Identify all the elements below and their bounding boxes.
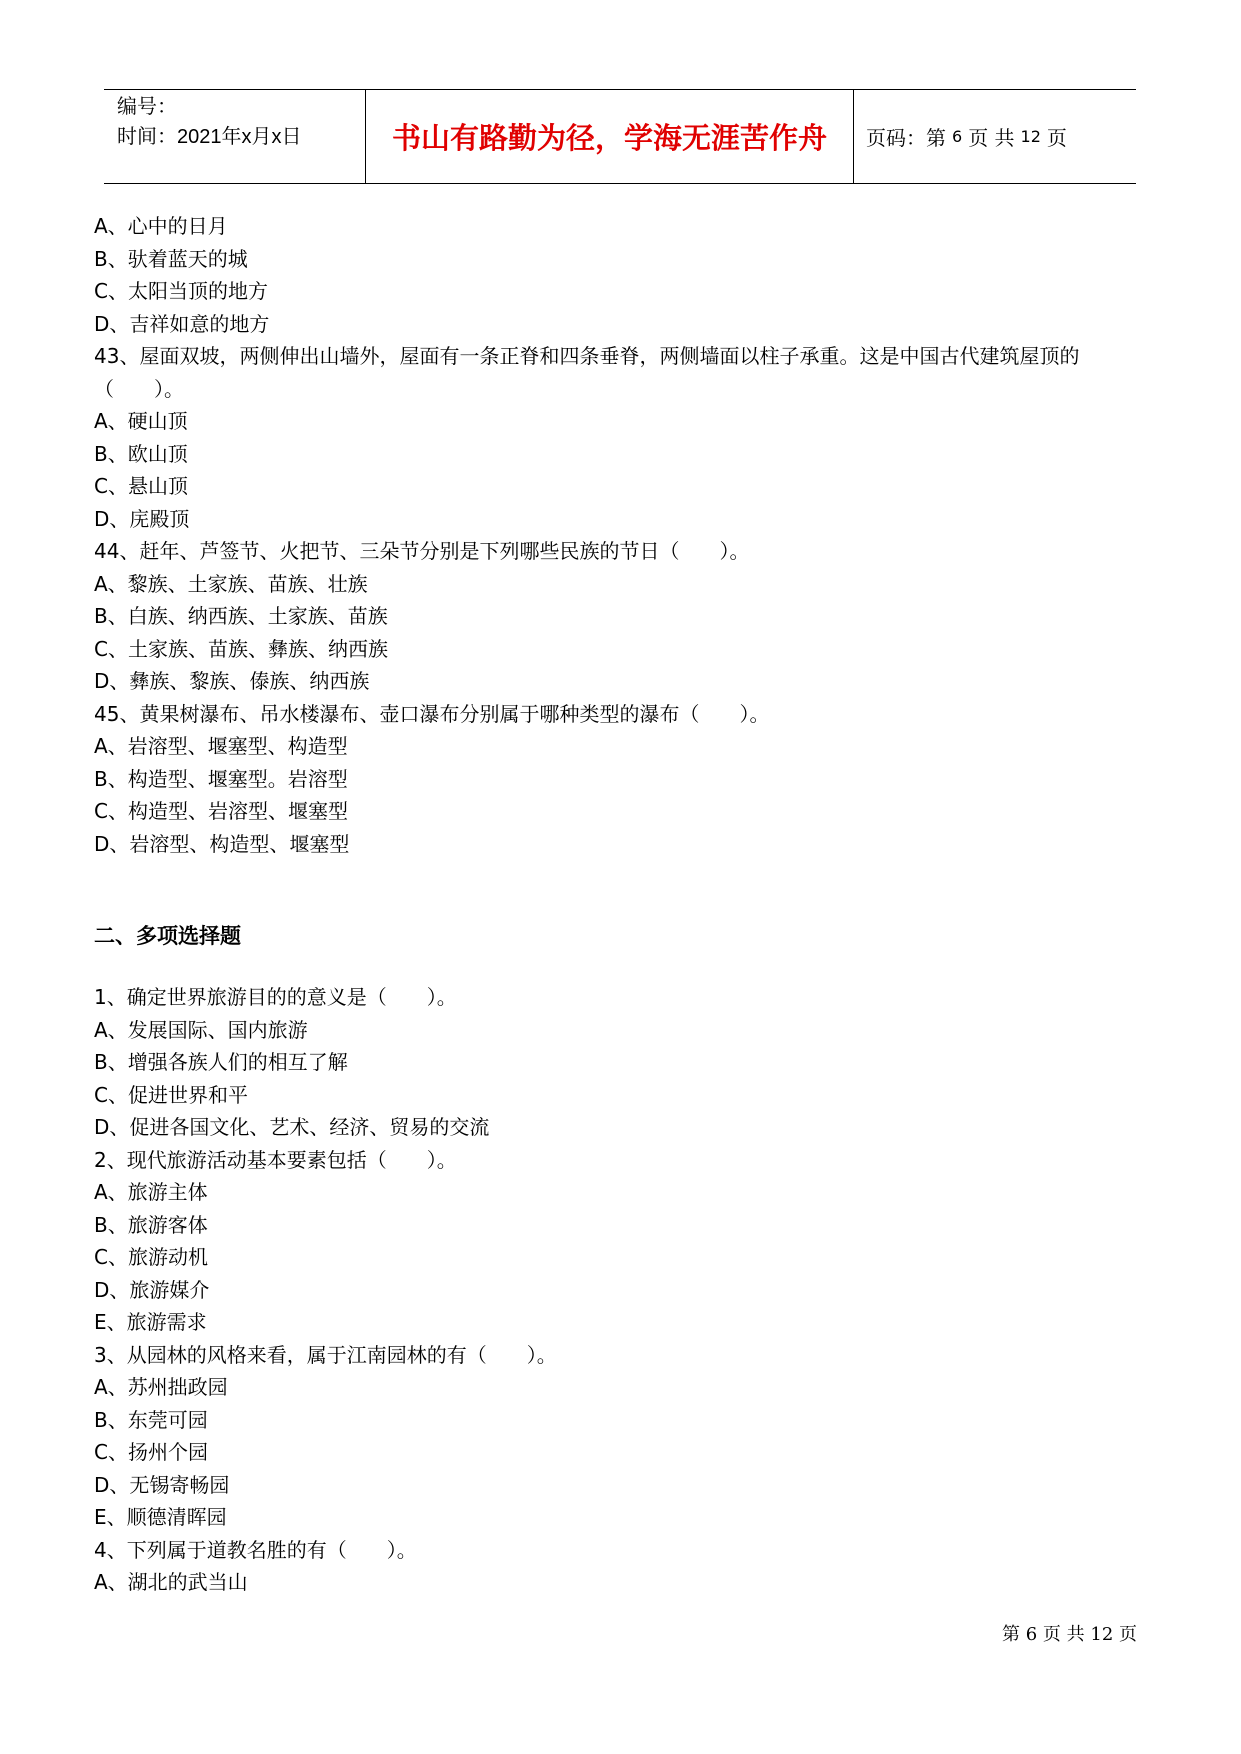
text-line: D、旅游媒介 [94,1277,210,1302]
text-line: A、苏州拙政园 [94,1375,228,1399]
header-page-number [854,90,1136,183]
text-line: E、旅游需求 [94,1310,207,1334]
page-mid: 页 共 [968,126,1015,150]
question-3: 3、从园林的风格来看，属于江南园林的有（ ）。 [94,1342,557,1367]
text-line: D、岩溶型、构造型、堰塞型 [94,831,350,856]
question-2: 2、现代旅游活动基本要素包括（ ）。 [94,1147,457,1172]
text-line: D、吉祥如意的地方 [94,311,270,336]
text-line: B、构造型、堰塞型。岩溶型 [94,766,348,791]
text-line: B、增强各族人们的相互了解 [94,1050,348,1074]
question-45: 45、黄果树瀑布、吊水楼瀑布、壶口瀑布分别属于哪种类型的瀑布（ ）。 [94,701,770,726]
header-info [104,90,366,183]
text-line: C、悬山顶 [94,474,188,498]
question-4: 4、下列属于道教名胜的有（ ）。 [94,1537,417,1562]
text-line: A、湖北的武当山 [94,1570,248,1594]
page-suffix: 页 [1046,126,1067,150]
time-label: 时间：2021年x月x日 [117,126,302,148]
text-line: B、驮着蓝天的城 [94,246,248,271]
text-line: D、庑殿顶 [94,506,190,531]
text-line: B、东莞可园 [94,1407,208,1432]
text-line: A、发展国际、国内旅游 [94,1017,308,1042]
text-line: A、岩溶型、堰塞型、构造型 [94,734,348,758]
page-prefix: 页码：第 [866,126,946,150]
text-line: B、白族、纳西族、土家族、苗族 [94,604,388,628]
section-title: 二、多项选择题 [94,924,241,948]
code-label: 编号： [117,96,177,118]
text-line: C、旅游动机 [94,1245,208,1269]
page-footer: 第 6 页 共 12 页 [1002,1624,1137,1645]
question-43: 43、屋面双坡，两侧伸出山墙外，屋面有一条正脊和四条垂脊，两侧墙面以柱子承重。这是中国古代建筑屋顶的（ ）。 [94,344,1080,401]
text-line: A、旅游主体 [94,1180,208,1204]
text-line: A、硬山顶 [94,409,188,433]
page-total: 12 [1020,127,1041,146]
text-line: C、构造型、岩溶型、堰塞型 [94,799,348,823]
page-num: 6 [952,127,963,146]
text-line: B、旅游客体 [94,1212,208,1237]
header-motto: 书山有路勤为径，学海无涯苦作舟 [366,90,854,183]
document-body [94,210,1154,1599]
text-line: D、促进各国文化、艺术、经济、贸易的交流 [94,1115,490,1139]
part2 [94,981,1154,1599]
page-header [104,89,1136,184]
text-line: C、扬州个园 [94,1440,208,1464]
question-1: 1、确定世界旅游目的的意义是（ ）。 [94,985,457,1009]
text-line: A、心中的日月 [94,214,228,238]
text-line: D、无锡寄畅园 [94,1472,230,1497]
part1 [94,210,1154,860]
text-line: C、土家族、苗族、彝族、纳西族 [94,636,388,661]
text-line: C、太阳当顶的地方 [94,279,268,303]
question-44: 44、赶年、芦签节、火把节、三朵节分别是下列哪些民族的节日（ ）。 [94,539,750,563]
text-line: E、顺德清晖园 [94,1505,227,1529]
text-line: B、欧山顶 [94,441,188,466]
text-line: C、促进世界和平 [94,1082,248,1107]
text-line: A、黎族、土家族、苗族、壮族 [94,571,368,596]
text-line: D、彝族、黎族、傣族、纳西族 [94,669,370,693]
